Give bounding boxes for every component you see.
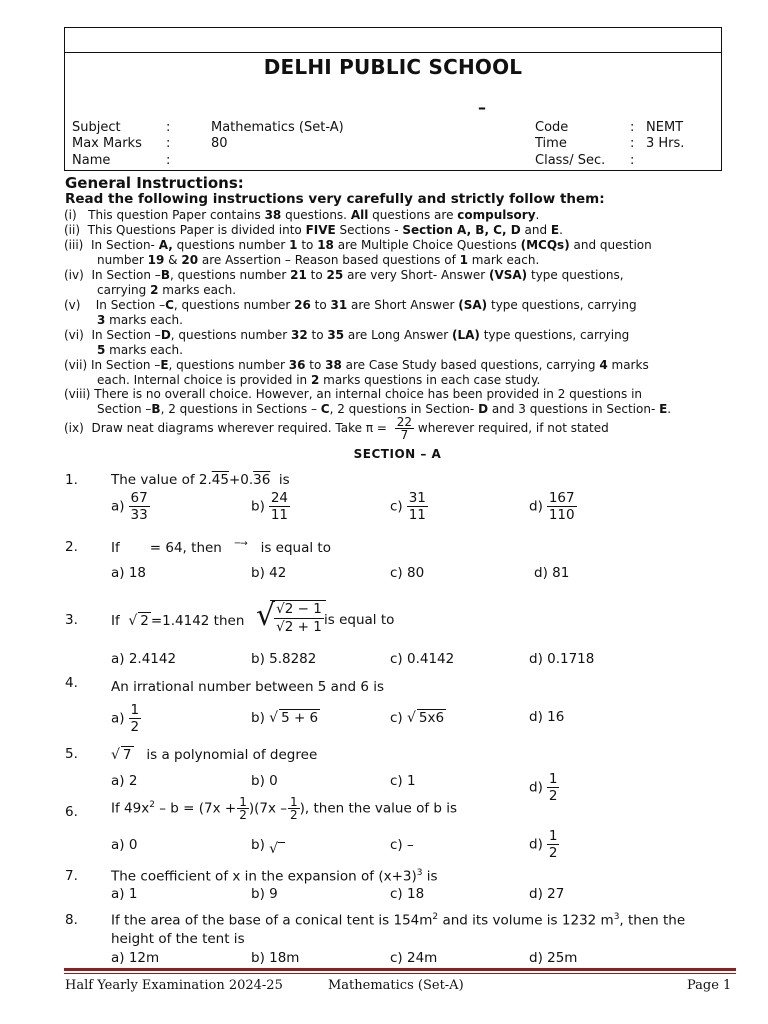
- question-text-line2: height of the tent is: [111, 931, 245, 947]
- radical-icon: √: [269, 710, 279, 726]
- instruction-i: (i) This question Paper contains 38 questions. All questions are compulsory.: [64, 208, 540, 222]
- option-b: b) √ 5 + 6: [251, 710, 319, 726]
- option-a: a) 2: [111, 773, 138, 789]
- instruction-viii: (viii) There is no overall choice. However, an internal choice has been provided in 2 questions in: [64, 387, 643, 401]
- time-value: 3 Hrs.: [646, 136, 685, 151]
- header-box: [64, 27, 722, 171]
- question-number: 1.: [65, 472, 78, 488]
- option-b: b) 9: [251, 886, 278, 902]
- instruction-vii: (vii) In Section –E, questions number 36 to 38 are Case Study based questions, carrying 4 marks: [64, 358, 649, 372]
- question-text: If √ 2 =1.4142 then: [111, 613, 245, 629]
- instruction-iv: (iv) In Section –B, questions number 21 to 25 are very Short- Answer (VSA) type questions,: [64, 268, 624, 282]
- section-title: SECTION – A: [353, 447, 442, 461]
- option-b: b) $\frac{24}{11}$: [251, 490, 289, 523]
- instruction-iii-cont: number 19 & 20 are Assertion – Reason based questions of 1 mark each.: [97, 253, 540, 267]
- option-d: d) $\frac{1}{2}$: [529, 828, 558, 861]
- option-b: b) 18m: [251, 950, 300, 966]
- question-text: If = 64, then ─→ is equal to: [111, 539, 331, 556]
- question-text-end: is equal to: [324, 612, 395, 628]
- school-name: DELHI PUBLIC SCHOOL: [263, 55, 523, 79]
- option-a: a) 18: [111, 565, 147, 581]
- option-d: d) 0.1718: [529, 651, 595, 667]
- instruction-vi: (vi) In Section –D, questions number 32 to 35 are Long Answer (LA) type questions, carrying: [64, 328, 630, 342]
- option-c: c) –: [390, 837, 414, 853]
- option-a: a) 2.4142: [111, 651, 177, 667]
- question-text: The value of 2.45+0.36 is: [111, 472, 290, 488]
- option-d: d) 81: [534, 565, 570, 581]
- option-a: a) $\frac{1}{2}$: [111, 702, 140, 735]
- question-text: The coefficient of x in the expansion of $(x+3)^3$ is: [111, 868, 438, 885]
- option-a: a) $\frac{67}{33}$: [111, 490, 148, 523]
- code-value: NEMT: [646, 120, 684, 135]
- colon: :: [166, 136, 171, 151]
- option-b: b) 42: [251, 565, 287, 581]
- colon: :: [630, 153, 635, 168]
- header-divider: [64, 52, 722, 53]
- option-d: d) $\frac{1}{2}$: [529, 771, 558, 804]
- option-a: a) 12m: [111, 950, 160, 966]
- question-number: 5.: [65, 746, 78, 762]
- code-label: Code: [535, 120, 569, 135]
- question-text: √ 7 is a polynomial of degree: [111, 747, 318, 763]
- option-d: d) 16: [529, 709, 565, 725]
- radical-icon: √: [407, 710, 416, 726]
- footer-page: Page 1: [687, 978, 732, 993]
- option-b: b) 5.8282: [251, 651, 317, 667]
- name-label: Name: [72, 153, 111, 168]
- option-c: c) 80: [390, 565, 425, 581]
- option-b: b) √‾: [251, 837, 286, 857]
- instruction-vi-cont: 5 marks each.: [97, 343, 183, 357]
- option-c: c) 0.4142: [390, 651, 455, 667]
- option-a: a) 1: [111, 886, 138, 902]
- subject-value: Mathematics (Set-A): [211, 120, 344, 135]
- question-number: 2.: [65, 539, 78, 555]
- instructions-subtitle: Read the following instructions very carefully and strictly follow them:: [65, 191, 605, 207]
- question-number: 8.: [65, 912, 78, 928]
- instruction-ix: (ix) Draw neat diagrams wherever required. Take π = $\frac{22}{7}$ wherever required, if not stated: [64, 415, 609, 442]
- instruction-iii: (iii) In Section- A, questions number 1 to 18 are Multiple Choice Questions (MCQs) and question: [64, 238, 652, 252]
- question-number: 3.: [65, 612, 78, 628]
- radical-icon: √‾: [269, 841, 286, 857]
- colon: :: [630, 136, 635, 151]
- arrow-icon: ─→: [234, 539, 248, 549]
- footer-rule: [64, 968, 736, 971]
- class-label: Class/ Sec.: [535, 153, 606, 168]
- option-d: d) $\frac{167}{110}$: [529, 490, 575, 523]
- option-c: c) 18: [390, 886, 425, 902]
- radical-icon: √: [128, 613, 138, 629]
- subject-label: Subject: [72, 120, 121, 135]
- footer-subject: Mathematics (Set-A): [328, 978, 464, 993]
- instruction-vii-cont: each. Internal choice is provided in 2 marks questions in each case study.: [97, 373, 541, 387]
- question-text: An irrational number between 5 and 6 is: [111, 679, 385, 695]
- instruction-v: (v) In Section –C, questions number 26 to 31 are Short Answer (SA) type questions, carrying: [64, 298, 637, 312]
- max-marks-label: Max Marks: [72, 136, 142, 151]
- question-text: If the area of the base of a conical tent is $154m^2$ and its volume is 1232 $m^3$, then the: [111, 912, 686, 929]
- option-c: c) √ 5x6: [390, 710, 445, 726]
- option-d: d) 27: [529, 886, 565, 902]
- option-b: b) 0: [251, 773, 278, 789]
- time-label: Time: [535, 136, 567, 151]
- instruction-v-cont: 3 marks each.: [97, 313, 183, 327]
- colon: :: [166, 120, 171, 135]
- option-c: c) 24m: [390, 950, 438, 966]
- pi-fraction: $\frac{22}{7}$: [396, 415, 413, 442]
- colon: :: [166, 153, 171, 168]
- max-marks-value: 80: [211, 136, 228, 151]
- question-text: If $49x^2 - b = (7x$ + $\frac{1}{2}$ )(7x – $\frac{1}{2}$ ), then the value of b is: [111, 795, 458, 822]
- radical-icon: √: [111, 747, 120, 763]
- instructions-title: General Instructions:: [65, 174, 244, 192]
- colon: :: [630, 120, 635, 135]
- option-c: c) 1: [390, 773, 416, 789]
- radical-icon: √: [256, 598, 276, 633]
- option-d: d) 25m: [529, 950, 578, 966]
- question-number: 7.: [65, 868, 78, 884]
- instruction-iv-cont: carrying 2 marks each.: [97, 283, 237, 297]
- header-dash: –: [478, 98, 486, 117]
- question-number: 4.: [65, 675, 78, 691]
- footer-rule-thin: [64, 973, 736, 974]
- question-number: 6.: [65, 804, 78, 820]
- option-c: c) $\frac{31}{11}$: [390, 490, 426, 523]
- instruction-viii-cont: Section –B, 2 questions in Sections – C, 2 questions in Section- D and 3 questions in Section- E.: [97, 402, 672, 416]
- footer-exam: Half Yearly Examination 2024-25: [65, 978, 283, 993]
- instruction-ii: (ii) This Questions Paper is divided into FIVE Sections - Section A, B, C, D and E.: [64, 223, 563, 237]
- option-a: a) 0: [111, 837, 138, 853]
